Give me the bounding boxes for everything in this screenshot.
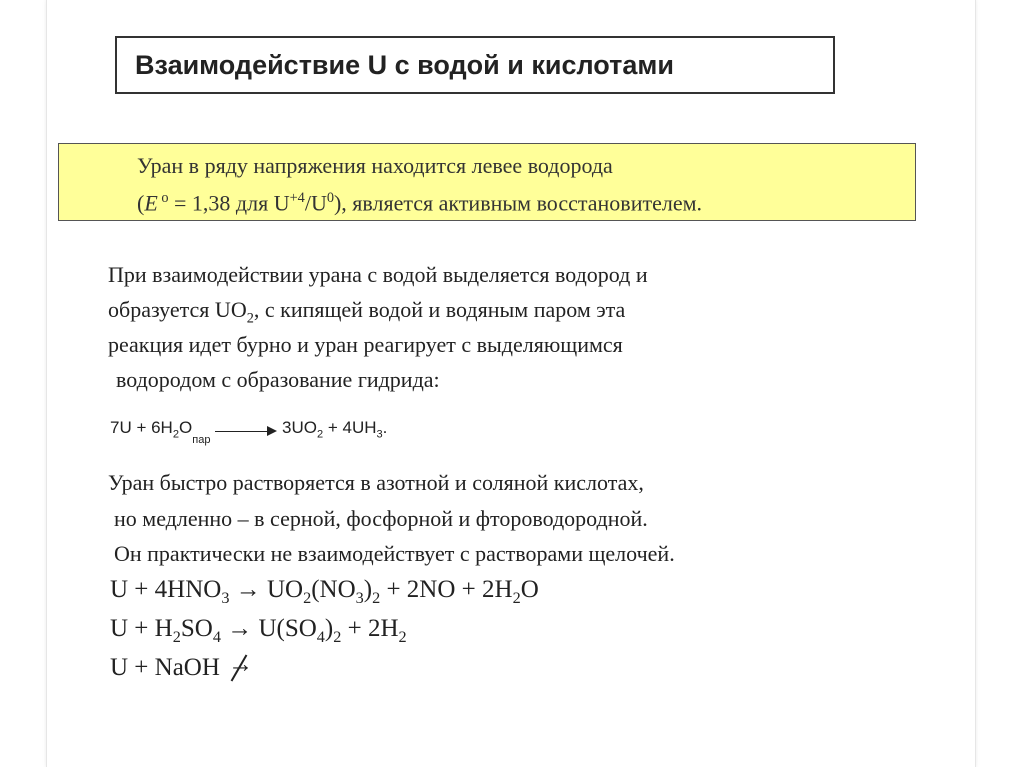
para2-line-1: Уран быстро растворяется в азотной и соляной кислотах, (108, 470, 644, 495)
eq-right-sub: 2 (316, 428, 324, 441)
note-value: = 1,38 для U (168, 190, 290, 216)
r2-s2: 4 (212, 628, 221, 646)
highlight-note (58, 143, 916, 221)
eq-left-sub: 2 (172, 428, 179, 441)
r1-b: → UO (229, 576, 304, 603)
oxidation-state-plus4: +4 (289, 190, 305, 206)
note-line-1: Уран в ряду напряжения находится левее водорода (137, 153, 613, 178)
r2-s1: 2 (172, 628, 181, 646)
para1-line-4: водородом с образование гидрида: (116, 367, 440, 392)
r1-f: O (520, 576, 539, 603)
r1-s2: 2 (303, 589, 312, 607)
r2-c: → U(SO (220, 615, 317, 642)
r2-s4: 2 (333, 628, 342, 646)
hydride-equation (110, 418, 388, 447)
naoh-no-reaction (110, 654, 260, 682)
r1-s3: 3 (355, 589, 364, 607)
para2-line-2: но медленно – в серной, фосфорной и фтороводородной. (114, 506, 648, 531)
note-couple: /U (304, 190, 327, 216)
r2-e: + 2H (341, 615, 399, 642)
slide-title-text: Взаимодействие U с водой и кислотами (135, 49, 674, 80)
r2-d: ) (324, 615, 334, 642)
para1-line-2 (108, 297, 625, 327)
eq-steam-label: пар (192, 434, 211, 447)
para1-line-2-a: образуется UO (108, 297, 247, 322)
eq-right-a: 3UO (281, 418, 317, 437)
r2-b: SO (180, 615, 213, 642)
r1-e: + 2NO + 2H (380, 576, 513, 603)
eq-left-a: 7U + 6H (110, 418, 173, 437)
para1-line-2-sub: 2 (246, 310, 254, 327)
nitric-acid-reaction (110, 576, 539, 608)
eq-left-b: O (179, 418, 193, 437)
para1-line-1: При взаимодействии урана с водой выделяется водород и (108, 262, 648, 287)
note-conclusion: ), является активным восстановителем. (333, 190, 703, 216)
r1-s1: 3 (221, 589, 230, 607)
oxidation-state-zero: 0 (326, 190, 334, 206)
eq-right-sub2: 3 (376, 428, 383, 441)
slide-title (115, 36, 835, 94)
no-reaction-arrow-icon (226, 659, 260, 679)
sulfuric-acid-reaction (110, 615, 407, 647)
para1-line-2-b: , с кипящей водой и водяным паром эта (253, 297, 626, 322)
potential-symbol: E (144, 190, 158, 216)
r3-a: U + NaOH (110, 654, 227, 681)
r1-s4: 2 (372, 589, 381, 607)
r1-s5: 2 (512, 589, 521, 607)
r2-s5: 2 (398, 628, 407, 646)
eq-right-b: + 4UH (323, 418, 377, 437)
eq-right-end: . (382, 418, 388, 437)
r1-c: (NO (311, 576, 356, 603)
note-paren-open: ( (137, 190, 145, 216)
r1-d: ) (363, 576, 373, 603)
r1-a: U + 4HNO (110, 576, 222, 603)
note-line-2 (137, 182, 915, 219)
standard-mark: o (157, 190, 169, 206)
r2-a: U + H (110, 615, 173, 642)
para2-line-3: Он практически не взаимодействует с растворами щелочей. (114, 541, 675, 566)
r2-s3: 4 (316, 628, 325, 646)
para1-line-3: реакция идет бурно и уран реагирует с выделяющимся (108, 332, 623, 357)
